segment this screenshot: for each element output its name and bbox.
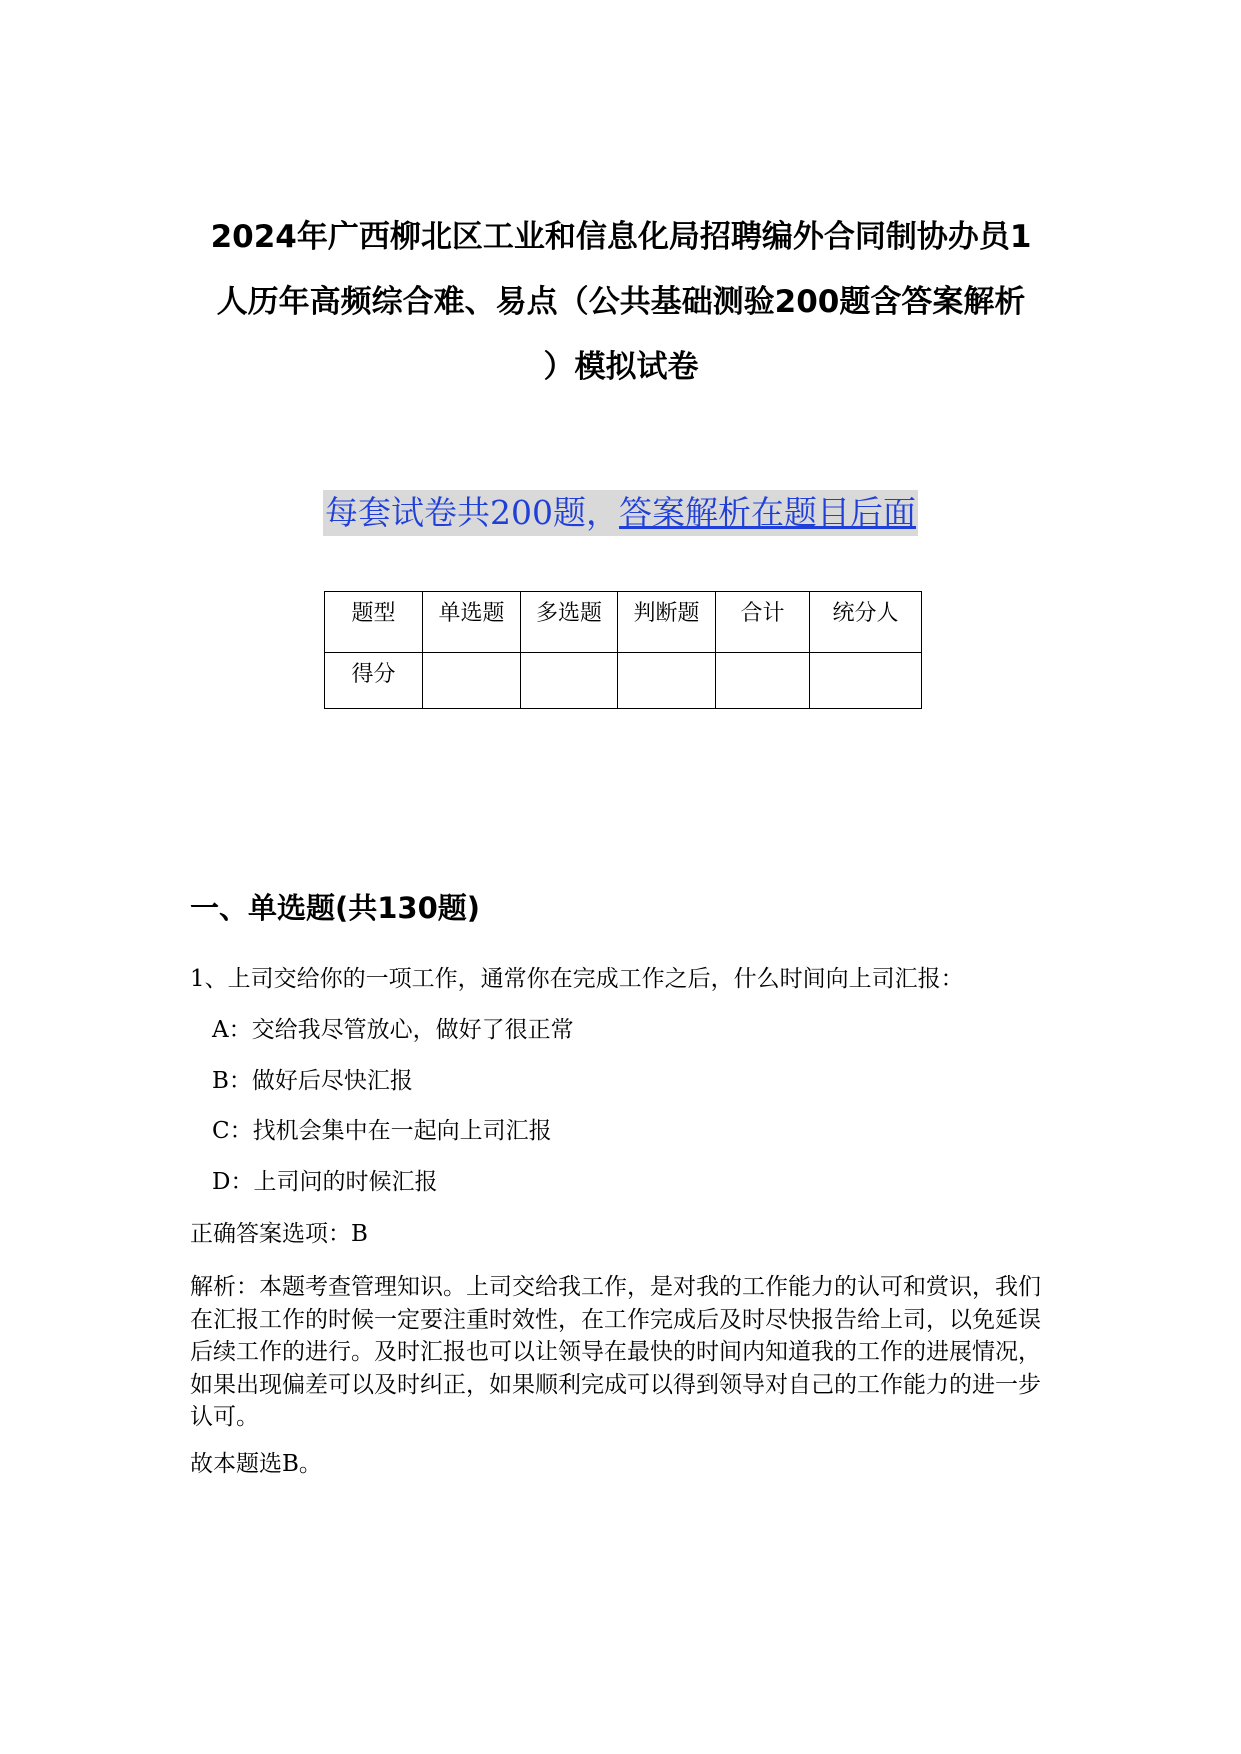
option-b: B：做好后尽快汇报 bbox=[212, 1068, 413, 1094]
score-table-header-row bbox=[325, 592, 922, 653]
header-cell-scorer: 统分人 bbox=[810, 592, 922, 653]
header-cell-single: 单选题 bbox=[423, 592, 521, 653]
subtitle-text: 每套试卷共200题， bbox=[325, 493, 619, 532]
option-c: C：找机会集中在一起向上司汇报 bbox=[212, 1118, 552, 1144]
conclusion: 故本题选B。 bbox=[190, 1451, 322, 1477]
title-line-1: 2024年广西柳北区工业和信息化局招聘编外合同制协办员1 bbox=[210, 219, 1032, 255]
header-cell-total: 合计 bbox=[716, 592, 810, 653]
header-cell-multi: 多选题 bbox=[521, 592, 618, 653]
score-cell-multi[interactable] bbox=[521, 653, 618, 709]
option-d: D：上司问的时候汇报 bbox=[212, 1169, 438, 1195]
score-row-label: 得分 bbox=[325, 653, 423, 709]
score-table bbox=[324, 591, 922, 709]
option-a: A：交给我尽管放心，做好了很正常 bbox=[212, 1017, 574, 1043]
score-cell-single[interactable] bbox=[423, 653, 521, 709]
score-cell-total[interactable] bbox=[716, 653, 810, 709]
header-cell-judge: 判断题 bbox=[618, 592, 716, 653]
section-heading: 一、单选题(共130题) bbox=[190, 891, 481, 925]
analysis-paragraph: 解析：本题考查管理知识。上司交给我工作，是对我的工作能力的认可和赏识，我们在汇报工作的时候一定要注重时效性，在工作完成后及时尽快报告给上司，以免延误后续工作的进行。及时汇报也可以让领导在最快的时间内知道我的工作的进展情况，如果出现偏差可以及时纠正，如果顺利完成可以得到领导对自己的工作能力的进一步认可。 bbox=[190, 1274, 1041, 1430]
correct-answer: 正确答案选项：B bbox=[190, 1221, 368, 1247]
score-cell-scorer[interactable] bbox=[810, 653, 922, 709]
title-line-2: 人历年高频综合难、易点（公共基础测验200题含答案解析 bbox=[216, 284, 1026, 320]
score-table-score-row bbox=[325, 653, 922, 709]
subtitle-banner bbox=[0, 490, 1241, 536]
document-title bbox=[190, 205, 1052, 400]
title-line-3: ）模拟试卷 bbox=[543, 349, 699, 385]
question-text: 1、上司交给你的一项工作，通常你在完成工作之后，什么时间向上司汇报： bbox=[190, 966, 964, 992]
score-cell-judge[interactable] bbox=[618, 653, 716, 709]
subtitle-link[interactable]: 答案解析在题目后面 bbox=[619, 493, 916, 532]
subtitle bbox=[323, 490, 918, 536]
header-cell-type: 题型 bbox=[325, 592, 423, 653]
